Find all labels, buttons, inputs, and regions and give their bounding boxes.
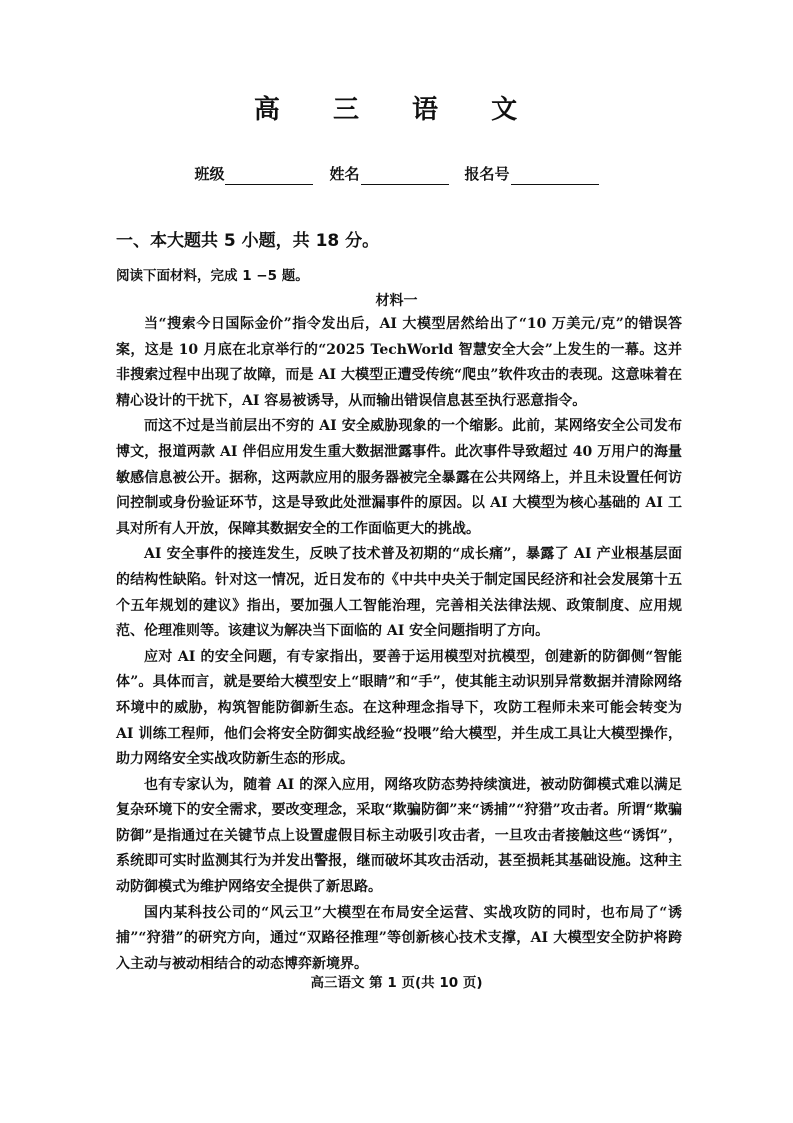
material-title: 材料一 [375,293,418,309]
student-info-row [0,163,793,185]
registration-number-label: 报名号 [464,165,510,183]
paragraph: AI 安全事件的接连发生，反映了技术普及初期的“成长痛”，暴露了 AI 产业根基层面的结构性缺陷。针对这一情况，近日发布的《中共中央关于制定国民经济和社会发展第十五个五年规划的建议》指出，要加强人工智能治理，完善相关法律法规、政策制度、应用规范、伦理准则等。该建议为解决当下面临的 AI 安全问题指明了方向。 [116,546,682,640]
section-heading: 一、本大题共 5 小题，共 18 分。 [116,231,380,251]
name-blank[interactable] [361,168,449,185]
page-footer: 高三语文 第 1 页(共 10 页) [310,975,483,991]
paragraph: 而这不过是当前层出不穷的 AI 安全威胁现象的一个缩影。此前，某网络安全公司发布博文，报道两款 AI 伴侣应用发生重大数据泄露事件。此次事件导致超过 40 万用户的海量敏感信息被公开。据称，这两款应用的服务器被完全暴露在公共网络上，并且未设置任何访问控制或身份验证环节，这是导致此处泄漏事件的原因。以 AI 大模型为核心基础的 AI 工具对所有人开放，保障其数据安全的工作面临更大的挑战。 [116,418,682,537]
page-title: 高 三 语 文 [253,95,540,125]
material-body [116,312,682,977]
name-field [329,163,448,185]
reading-instruction: 阅读下面材料，完成 1 −5 题。 [116,268,309,284]
paragraph: 应对 AI 的安全问题，有专家指出，要善于运用模型对抗模型，创建新的防御侧“智能体”。具体而言，就是要给大模型安上“眼睛”和“手”，使其能主动识别异常数据并清除网络环境中的威胁，构筑智能防御新生态。在这种理念指导下，攻防工程师未来可能会转变为 AI 训练工程师，他们会将安全防御实战经验“投喂”给大模型，并生成工具让大模型操作，助力网络安全实战攻防新生态的形成。 [116,648,682,768]
paragraph: 当“搜索今日国际金价”指令发出后，AI 大模型居然给出了“10 万美元/克”的错误答案，这是 10 月底在北京举行的“2025 TechWorld 智慧安全大会”上发生的一幕。这并非搜索过程中出现了故障，而是 AI 大模型正遭受传统“爬虫”软件攻击的表现。这意味着在精心设计的干扰下，AI 容易被诱导，从而输出错误信息甚至执行恶意指令。 [116,316,682,409]
registration-number-blank[interactable] [511,168,599,185]
paragraph: 也有专家认为，随着 AI 的深入应用，网络攻防态势持续演进，被动防御模式难以满足复杂环境下的安全需求，要改变理念，采取“欺骗防御”来“诱捕”“狩猎”攻击者。所谓“欺骗防御”是指通过在关键节点上设置虚假目标主动吸引攻击者，一旦攻击者接触这些“诱饵”，系统即可实时监测其行为并发出警报，继而破坏其攻击活动，甚至损耗其基础设施。这种主动防御模式为维护网络安全提供了新思路。 [116,776,682,896]
paragraph: 国内某科技公司的“风云卫”大模型在布局安全运营、实战攻防的同时，也布局了“诱捕”“狩猎”的研究方向，通过“双路径推理”等创新核心技术支撑，AI 大模型安全防护将跨入主动与被动相结合的动态博弈新境界。 [116,904,682,972]
registration-number-field [465,163,599,185]
class-label: 班级 [194,165,225,183]
class-field [194,163,313,185]
class-blank[interactable] [225,168,313,185]
name-label: 姓名 [329,165,360,183]
